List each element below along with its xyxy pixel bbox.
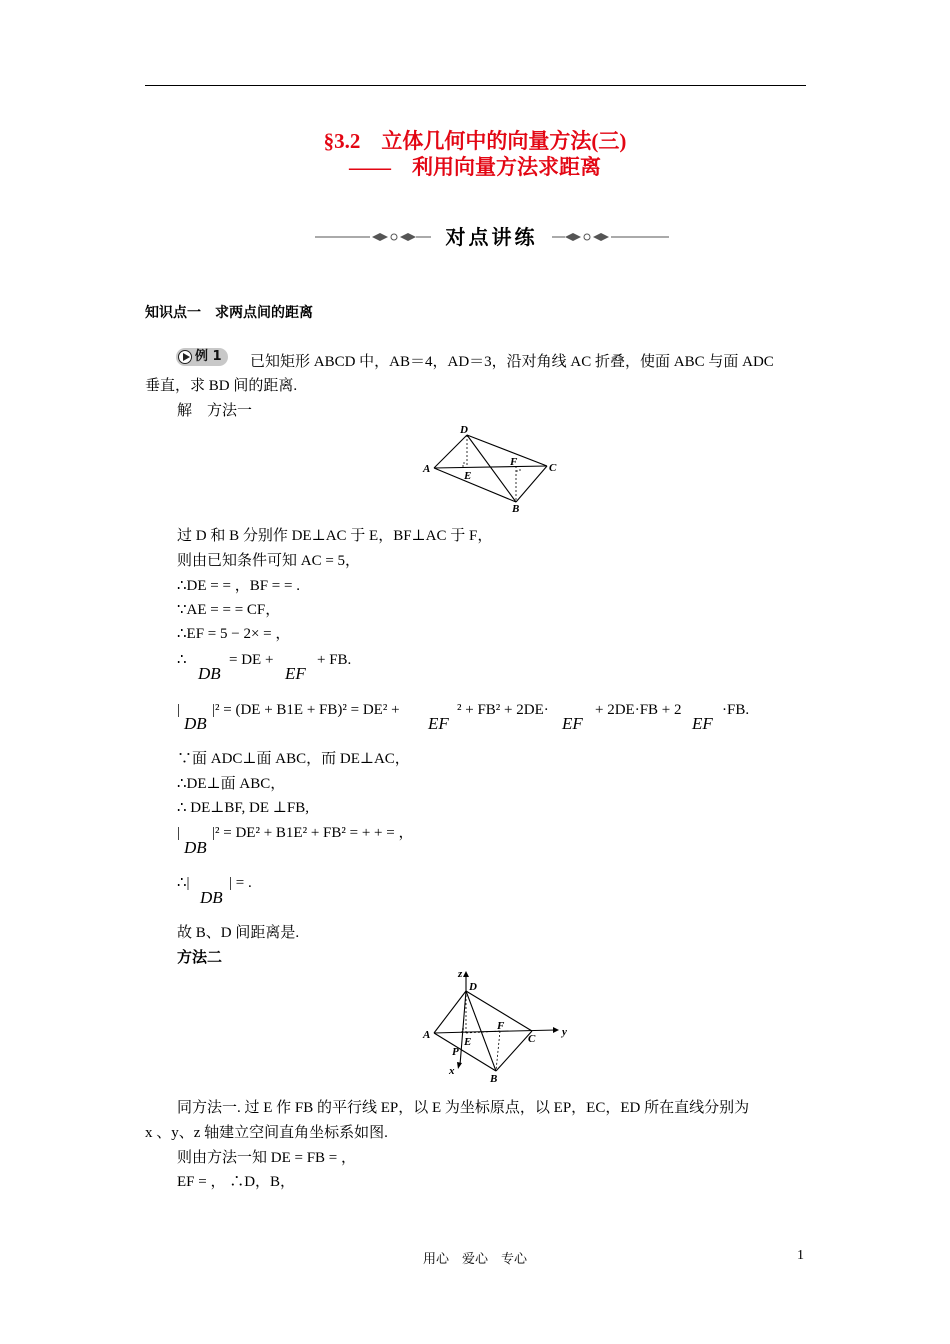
solution-line-7-end: ·FB.: [722, 702, 750, 718]
header-rule: [145, 85, 806, 86]
solution-line-7-bar: |: [177, 702, 181, 718]
vector-EF: EF: [562, 714, 583, 733]
vector-DB: DB: [184, 714, 207, 733]
vector-DB: DB: [198, 664, 221, 683]
solution-line-2: 则由已知条件可知 AC = 5，: [177, 553, 361, 569]
vector-EF: EF: [692, 714, 713, 733]
solution-line-11-expand: |² = DE² + B1E² + FB² = + + = ，: [212, 825, 414, 841]
page-title: §3.2 立体几何中的向量方法(三): [323, 129, 627, 153]
solution-line-5: ∴EF = 5 − 2× = ，: [177, 626, 291, 642]
solution-line-4: ∵AE = = = CF，: [177, 602, 281, 618]
fig1-label-E: E: [464, 470, 472, 482]
fig1-label-F: F: [510, 456, 518, 468]
example-badge: [176, 348, 228, 366]
solution-label: 解 方法一: [177, 403, 253, 419]
vector-EF: EF: [285, 664, 306, 683]
solution-line-8: ∵面 ADC⊥面 ABC，而 DE⊥AC，: [177, 751, 410, 767]
fig2-label-A: A: [423, 1029, 431, 1041]
section-heading-bar: [315, 222, 669, 252]
solution-line-1: 过 D 和 B 分别作 DE⊥AC 于 E，BF⊥AC 于 F，: [177, 528, 493, 544]
solution-line-11-bar: |: [177, 825, 181, 841]
solution-line-13: 故 B、D 间距离是.: [177, 925, 300, 941]
vector-DB: DB: [184, 838, 207, 857]
method2-line-1: 同方法一. 过 E 作 FB 的平行线 EP，以 E 为坐标原点，以 EP，EC，ED 所在直线分别为: [177, 1100, 750, 1116]
fig2-label-P: P: [452, 1046, 459, 1058]
fig1-label-D: D: [460, 424, 468, 436]
solution-line-10: ∴ DE⊥BF, DE ⊥FB,: [177, 800, 309, 816]
solution-line-3: ∴DE = = ，BF = = .: [177, 578, 300, 594]
fig1-label-A: A: [423, 463, 431, 475]
solution-line-12-end: | = .: [229, 875, 252, 891]
example-badge-label: 例 1: [195, 349, 222, 364]
fig2-label-C: C: [528, 1033, 536, 1045]
fig2-label-x: x: [449, 1065, 455, 1077]
solution-line-6-end: + FB.: [317, 652, 352, 668]
play-icon: [178, 350, 192, 364]
solution-line-6-mid: = DE +: [229, 652, 274, 668]
fig2-label-z: z: [458, 968, 463, 980]
fig1-label-B: B: [512, 503, 520, 515]
solution-line-6-prefix: ∴: [177, 652, 187, 668]
solution-line-7-mid: ² + FB² + 2DE·: [457, 702, 549, 718]
solution-line-12-prefix: ∴|: [177, 875, 190, 891]
page-subtitle: —— 利用向量方法求距离: [349, 155, 601, 179]
figure-1-diagram: [420, 420, 560, 516]
fig2-label-y: y: [562, 1026, 567, 1038]
fig1-label-C: C: [549, 462, 557, 474]
solution-line-7-expand: |² = (DE + B1E + FB)² = DE² +: [212, 702, 400, 718]
method2-line-2: x 、y、z 轴建立空间直角坐标系如图.: [145, 1125, 388, 1141]
figure-2-diagram: [420, 965, 570, 1085]
fig2-label-F: F: [497, 1020, 505, 1032]
method2-line-3: 则由方法一知 DE = FB = ，: [177, 1150, 357, 1166]
vector-EF: EF: [428, 714, 449, 733]
example-text-line1: 已知矩形 ABCD 中，AB＝4，AD＝3，沿对角线 AC 折叠，使面 ABC 与面 ADC: [250, 354, 774, 370]
vector-DB: DB: [200, 888, 223, 907]
method2-line-4: EF = ， ∴D，B，: [177, 1174, 296, 1190]
solution-line-9: ∴DE⊥面 ABC，: [177, 776, 286, 792]
footer-center: 用心 爱心 专心: [422, 1251, 527, 1266]
section-heading: 对点讲练: [445, 225, 538, 249]
fig2-label-D: D: [469, 981, 477, 993]
page-number: 1: [797, 1248, 804, 1263]
knowledge-point-heading: 知识点一 求两点间的距离: [145, 305, 313, 321]
fig2-label-B: B: [490, 1073, 498, 1085]
method2-label: 方法二: [177, 950, 223, 966]
example-text-line2: 垂直，求 BD 间的距离.: [145, 378, 298, 394]
solution-line-7-mid2: + 2DE·FB + 2: [595, 702, 682, 718]
fig2-label-E: E: [464, 1036, 472, 1048]
